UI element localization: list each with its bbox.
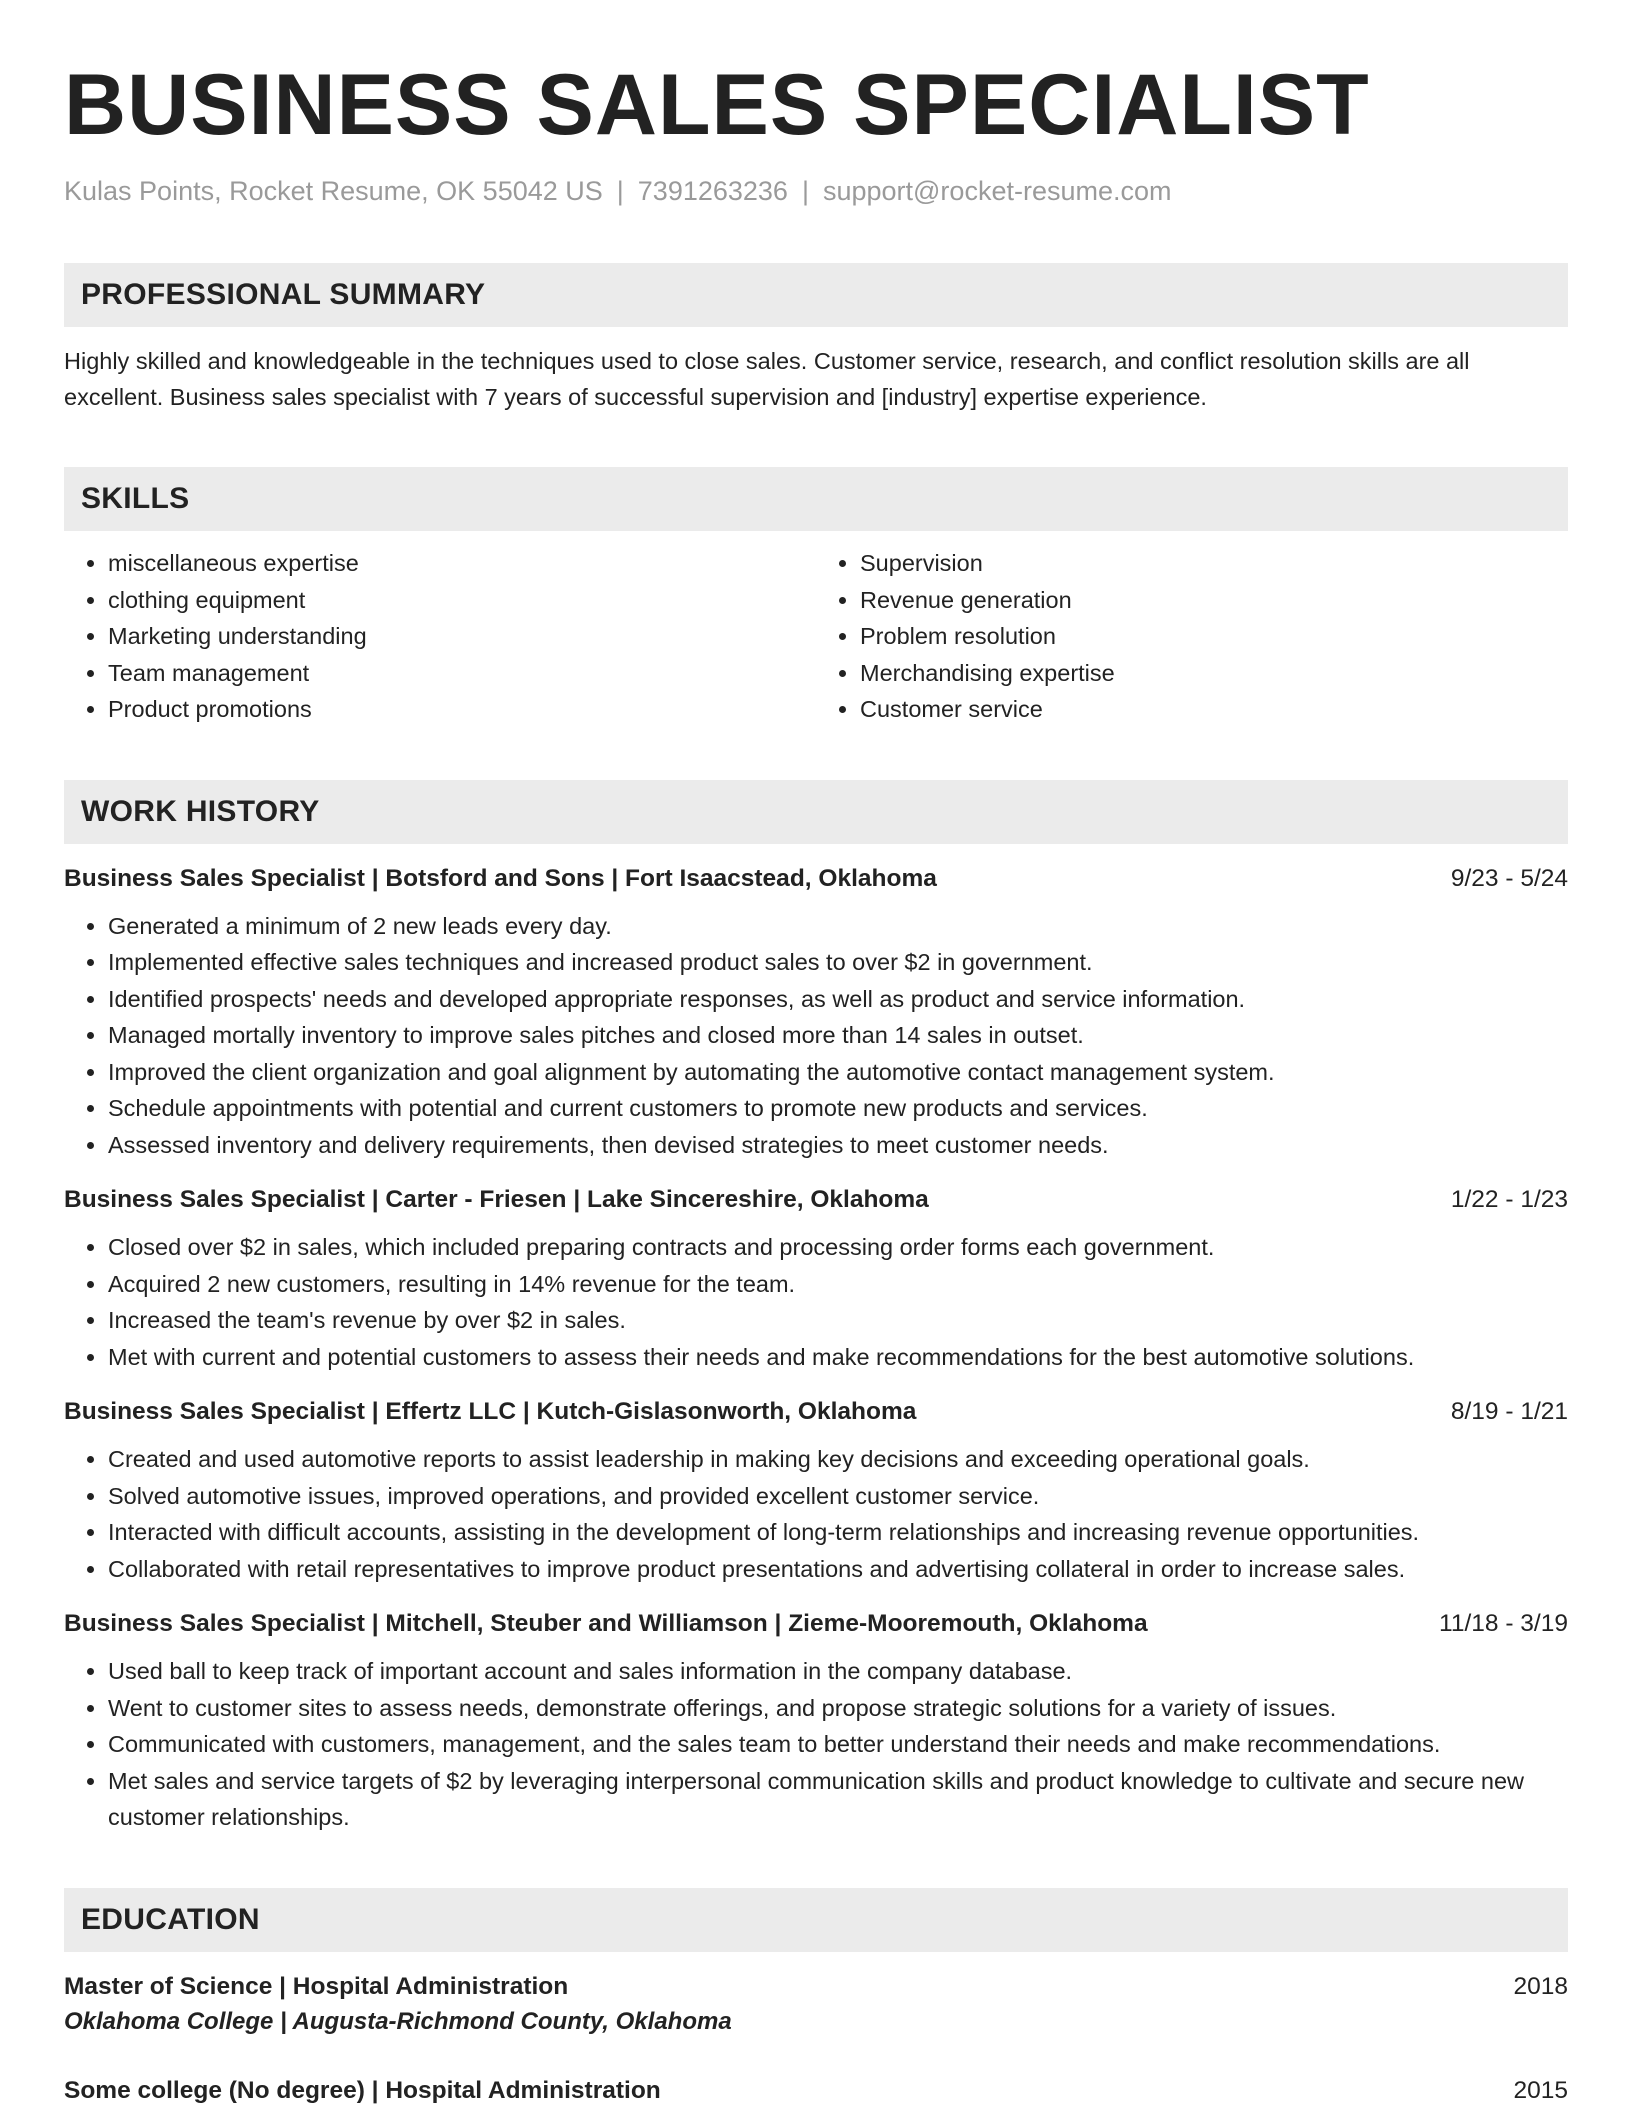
skill-item: • clothing equipment bbox=[108, 582, 816, 619]
job-bullet: • Collaborated with retail representatives to improve product presentations and advertising collateral in order to increase sales. bbox=[108, 1551, 1568, 1588]
job-dates: 9/23 - 5/24 bbox=[1450, 864, 1568, 892]
education-entry bbox=[64, 1970, 1568, 2040]
degree: Master of Science | Hospital Administration bbox=[64, 1972, 569, 2000]
summary-text: Highly skilled and knowledgeable in the techniques used to close sales. Customer service, research, and conflict resolution skills are all excellent. Business sales specialist with 7 years of successful supervision and [industry] expertise experience. bbox=[64, 348, 1470, 410]
job-bullet: • Implemented effective sales techniques and increased product sales to over $2 in government. bbox=[108, 944, 1568, 981]
contact-separator: | bbox=[801, 176, 809, 206]
job-bullet: • Communicated with customers, management, and the sales team to better understand their needs and make recommendations. bbox=[108, 1726, 1568, 1763]
job-bullets bbox=[64, 1441, 1568, 1587]
job-bullets bbox=[64, 908, 1568, 1164]
job-bullet: • Met sales and service targets of $2 by leveraging interpersonal communication skills and product knowledge to cultivate and secure new customer relationships. bbox=[108, 1763, 1568, 1836]
summary-section bbox=[64, 263, 1568, 415]
skills-left-list bbox=[64, 545, 816, 728]
job-entry bbox=[64, 1395, 1568, 1587]
contact-address: Kulas Points, Rocket Resume, OK 55042 US bbox=[64, 176, 603, 206]
job-bullet: • Interacted with difficult accounts, assisting in the development of long-term relationships and increasing revenue opportunities. bbox=[108, 1514, 1568, 1551]
job-bullets bbox=[64, 1229, 1568, 1375]
skill-item: • Customer service bbox=[860, 691, 1568, 728]
contact-separator: | bbox=[616, 176, 624, 206]
education-entry bbox=[64, 2074, 1568, 2108]
summary-heading: PROFESSIONAL SUMMARY bbox=[64, 263, 1568, 327]
job-header bbox=[64, 862, 1568, 896]
candidate-name: BUSINESS SALES SPECIALIST bbox=[64, 57, 1370, 153]
education-heading: EDUCATION bbox=[64, 1888, 1568, 1952]
job-bullet: • Improved the client organization and goal alignment by automating the automotive contact management system. bbox=[108, 1054, 1568, 1091]
education-section bbox=[64, 1888, 1568, 2108]
job-entry bbox=[64, 1607, 1568, 1836]
skills-section bbox=[64, 467, 1568, 728]
work-history-heading: WORK HISTORY bbox=[64, 780, 1568, 844]
job-dates: 1/22 - 1/23 bbox=[1450, 1186, 1568, 1213]
skill-item: • Supervision bbox=[860, 545, 1568, 582]
job-bullet: • Created and used automotive reports to assist leadership in making key decisions and exceeding operational goals. bbox=[108, 1441, 1568, 1478]
skill-item: • Merchandising expertise bbox=[860, 655, 1568, 692]
job-header bbox=[64, 1183, 1568, 1217]
contact-line bbox=[64, 173, 1568, 209]
job-header bbox=[64, 1607, 1568, 1641]
skill-item: • Marketing understanding bbox=[108, 618, 816, 655]
contact-email: support@rocket-resume.com bbox=[822, 176, 1172, 206]
job-header bbox=[64, 1395, 1568, 1429]
skill-item: • Team management bbox=[108, 655, 816, 692]
skills-heading: SKILLS bbox=[64, 467, 1568, 531]
job-title: Business Sales Specialist | Mitchell, Steuber and Williamson | Zieme-Mooremouth, Oklahoma bbox=[64, 1610, 1148, 1637]
job-bullet: • Solved automotive issues, improved operations, and provided excellent customer service. bbox=[108, 1478, 1568, 1515]
skill-item: • Revenue generation bbox=[860, 582, 1568, 619]
job-entry bbox=[64, 862, 1568, 1164]
job-bullet: • Identified prospects' needs and developed appropriate responses, as well as product and service information. bbox=[108, 981, 1568, 1018]
job-title: Business Sales Specialist | Botsford and Sons | Fort Isaacstead, Oklahoma bbox=[64, 864, 937, 892]
job-entry bbox=[64, 1183, 1568, 1375]
education-header bbox=[64, 1970, 1568, 2004]
job-bullet: • Acquired 2 new customers, resulting in 14% revenue for the team. bbox=[108, 1266, 1568, 1303]
contact-phone: 7391263236 bbox=[637, 176, 788, 206]
job-bullet: • Went to customer sites to assess needs, demonstrate offerings, and propose strategic solutions for a variety of issues. bbox=[108, 1690, 1568, 1727]
skill-item: • miscellaneous expertise bbox=[108, 545, 816, 582]
job-bullet: • Generated a minimum of 2 new leads every day. bbox=[108, 908, 1568, 945]
education-year: 2018 bbox=[1513, 1972, 1568, 2000]
job-bullet: • Closed over $2 in sales, which included preparing contracts and processing order forms each government. bbox=[108, 1229, 1568, 1266]
work-history-section bbox=[64, 780, 1568, 1836]
job-bullet: • Met with current and potential customers to assess their needs and make recommendations for the best automotive solutions. bbox=[108, 1339, 1568, 1376]
job-bullet: • Increased the team's revenue by over $2 in sales. bbox=[108, 1302, 1568, 1339]
skill-item: • Problem resolution bbox=[860, 618, 1568, 655]
skill-item: • Product promotions bbox=[108, 691, 816, 728]
job-bullets bbox=[64, 1653, 1568, 1836]
job-dates: 8/19 - 1/21 bbox=[1450, 1398, 1568, 1425]
skills-right-list bbox=[816, 545, 1568, 728]
job-title: Business Sales Specialist | Effertz LLC | Kutch-Gislasonworth, Oklahoma bbox=[64, 1398, 917, 1425]
school: Oklahoma College | Augusta-Richmond County, Oklahoma bbox=[64, 2007, 732, 2035]
skills-columns bbox=[64, 545, 1568, 728]
education-header bbox=[64, 2074, 1568, 2108]
job-dates: 11/18 - 3/19 bbox=[1439, 1610, 1568, 1637]
job-bullet: • Schedule appointments with potential and current customers to promote new products and services. bbox=[108, 1090, 1568, 1127]
education-year: 2015 bbox=[1513, 2076, 1568, 2104]
job-bullet: • Used ball to keep track of important account and sales information in the company database. bbox=[108, 1653, 1568, 1690]
degree: Some college (No degree) | Hospital Administration bbox=[64, 2076, 661, 2104]
job-bullet: • Managed mortally inventory to improve sales pitches and closed more than 14 sales in outset. bbox=[108, 1017, 1568, 1054]
job-bullet: • Assessed inventory and delivery requirements, then devised strategies to meet customer needs. bbox=[108, 1127, 1568, 1164]
job-title: Business Sales Specialist | Carter - Friesen | Lake Sincereshire, Oklahoma bbox=[64, 1186, 929, 1213]
